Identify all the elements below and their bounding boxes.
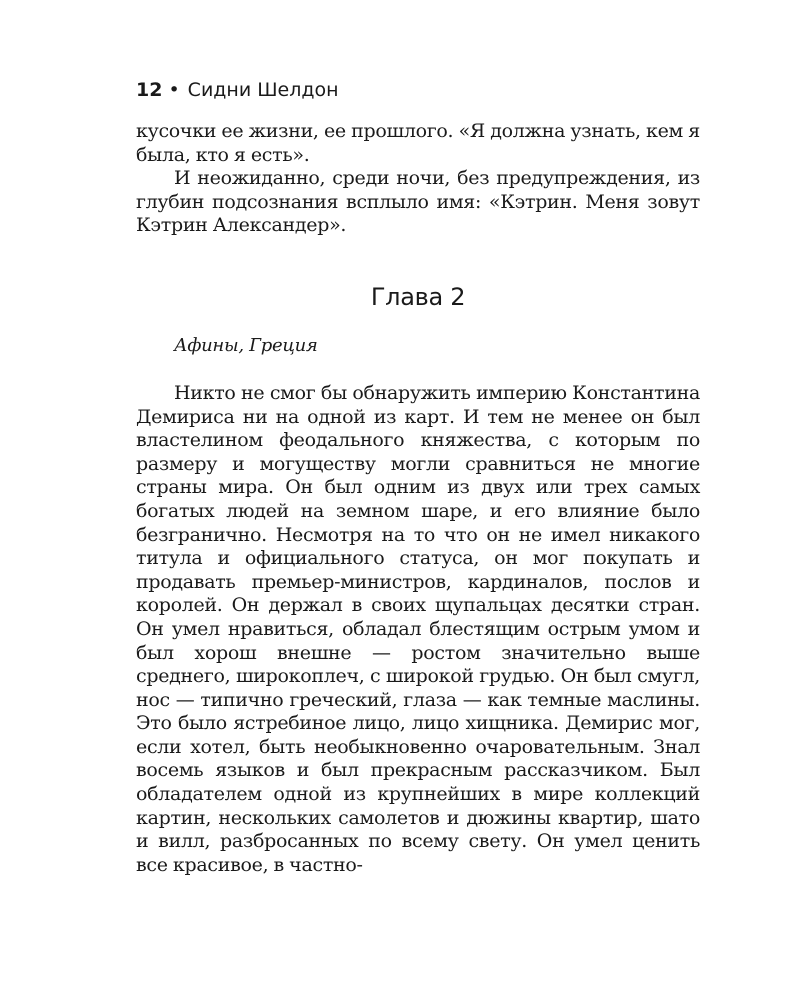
book-page [136, 76, 700, 877]
page-number: 12 [136, 79, 163, 101]
chapter-place-heading: Афины, Греция [174, 334, 318, 356]
running-header [136, 76, 700, 104]
paragraph: Никто не смог бы обнаружить империю Константина Демириса ни на одной из карт. И тем не менее он был властелином феодального княжества, с которым по размеру и могуществу могли сравниться не многие страны мира. Он был одним из двух или трех самых богатых людей на земном шаре, и его влияние было безгранично. Несмотря на то что он не имел никакого титула и официального статуса, он мог покупать и продавать премьер-министров, кардиналов, послов и королей. Он держал в своих щупальцах десятки стран. Он умел нравиться, обладал блестящим острым умом и был хорош внешне — ростом значительно выше среднего, широкоплеч, с широкой грудью. Он был смугл, нос — типично греческий, глаза — как темные маслины. Это было ястребиное лицо, лицо хищника. Демирис мог, если хотел, быть необыкновенно очаровательным. Знал восемь языков и был прекрасным рассказчиком. Был обладателем одной из крупнейших в мире коллекций картин, нескольких самолетов и дюжины квартир, шато и вилл, разбросанных по всему свету. Он умел ценить все красивое, в частно- [136, 381, 700, 876]
chapter-text [136, 382, 700, 877]
paragraph-continued: кусочки ее жизни, ее прошлого. «Я должна узнать, кем я была, кто я есть». [136, 120, 700, 166]
chapter-title: Глава 2 [370, 282, 466, 311]
paragraph: И неожиданно, среди ночи, без предупреждения, из глубин подсознания всплыло имя: «Кэтрин. Меня зовут Кэтрин Александер». [136, 167, 700, 237]
body-text [136, 120, 700, 238]
header-separator: • [168, 79, 180, 101]
author-name: Сидни Шелдон [187, 79, 339, 101]
